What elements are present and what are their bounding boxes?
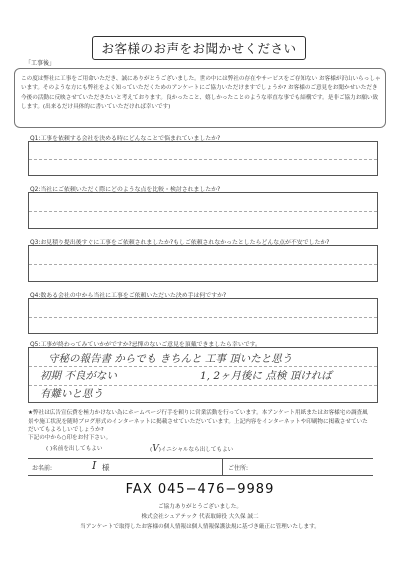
question-2-answer-box[interactable] bbox=[28, 192, 378, 229]
address-label: ご住所: bbox=[228, 465, 249, 472]
handwritten-answer-line-3: 有難いと思う bbox=[40, 388, 103, 400]
check-mark-icon: V bbox=[152, 444, 159, 454]
row-divider bbox=[222, 458, 223, 476]
company-signature: 株式会社シュアテック 代表取締役 大久保 誠二 bbox=[141, 514, 259, 520]
permission-question: 下記の中から○印をお付下さい。 bbox=[28, 435, 112, 441]
intro-text: この度は弊社に工事をご用命いただき、誠にありがとうございました。世の中には弊社の存在やサービスをご存知ない お客様が沢山いらっしゃいます。そのような方にも弊社をよく知っていただくためのアンケートにご協力いただけますでしょうか? お客様のご意見をお聞かせいただき今後の活動に反映させていただきたいと考えております。良かったこと、嬉しかったことのような率直な事でも結構です。是非ご協力お願い致します。(出来るだけ具体的に書いていただければ幸いです) bbox=[21, 76, 381, 111]
question-5-label: Q5:工事が終わってみていかがですか?忌憚のないご意見を頂戴できましたら幸いです。 bbox=[30, 342, 261, 348]
handwritten-answer-line-1: 守秘の報告書 からでも きちんと 工事 頂いたと思う bbox=[48, 353, 293, 365]
question-2-label: Q2:当社にご依頼いただく際にどのような点を比較・検討されましたか? bbox=[30, 187, 221, 193]
permission-text: ★弊社は広告宣伝費を極力かけない為にホームページ行手を頼りに営業活動を行っています。本アンケート用紙またはお客様宅の調査風景や施工状況を随時ブログ形式のインターネットに掲載させていただいています。上記内容をインターネットや印刷物に掲載させていただいてもよろしいでしょうか? bbox=[28, 410, 368, 434]
option-initials-label: )イニシャルなら出してもよい bbox=[158, 447, 234, 453]
answer-line bbox=[29, 264, 377, 265]
answer-line bbox=[29, 211, 377, 212]
name-address-row bbox=[28, 458, 373, 476]
privacy-notice: 当アンケートで取得したお客様の個人情報は個人情報保護法規に基づき厳正に管理いたします。 bbox=[80, 524, 320, 530]
question-3-answer-box[interactable] bbox=[28, 245, 378, 282]
handwritten-answer-line-2b: 1, 2ヶ月後に 点検 頂ければ bbox=[200, 370, 332, 382]
handwritten-answer-line-2: 初期 不良がない bbox=[40, 370, 117, 382]
thanks-text: ご協力ありがとうございました。 bbox=[158, 504, 242, 510]
question-4-label: Q4:数ある会社の中から当社に工事をご依頼いただいた決め手は何ですか? bbox=[30, 293, 227, 299]
page-title: お客様のお声をお聞かせください bbox=[92, 36, 306, 60]
question-3-label: Q3:お見積り提出後すぐに工事をご依頼されましたか?もしご依頼されなかったとしたらどんな点が不安でしたか? bbox=[30, 240, 330, 246]
answer-line bbox=[29, 159, 377, 160]
question-1-answer-box[interactable] bbox=[28, 141, 378, 176]
name-field[interactable]: I bbox=[92, 459, 97, 472]
option-initials-open: ( bbox=[150, 447, 153, 453]
option-initials[interactable] bbox=[150, 444, 233, 454]
name-suffix: 様 bbox=[102, 463, 110, 472]
intro-label: 「工事後」 bbox=[22, 58, 58, 67]
option-full-name[interactable]: ( )名前を出してもよい bbox=[46, 446, 103, 452]
name-label: お名前: bbox=[32, 465, 53, 472]
question-4-answer-box[interactable] bbox=[28, 298, 378, 334]
question-1-label: Q1:工事を依頼する会社を決める時にどんなことで悩まれていましたか? bbox=[30, 136, 221, 142]
fax-number: FAX 045−476−9989 bbox=[125, 482, 275, 497]
answer-line bbox=[29, 317, 377, 318]
answer-line bbox=[29, 366, 377, 367]
